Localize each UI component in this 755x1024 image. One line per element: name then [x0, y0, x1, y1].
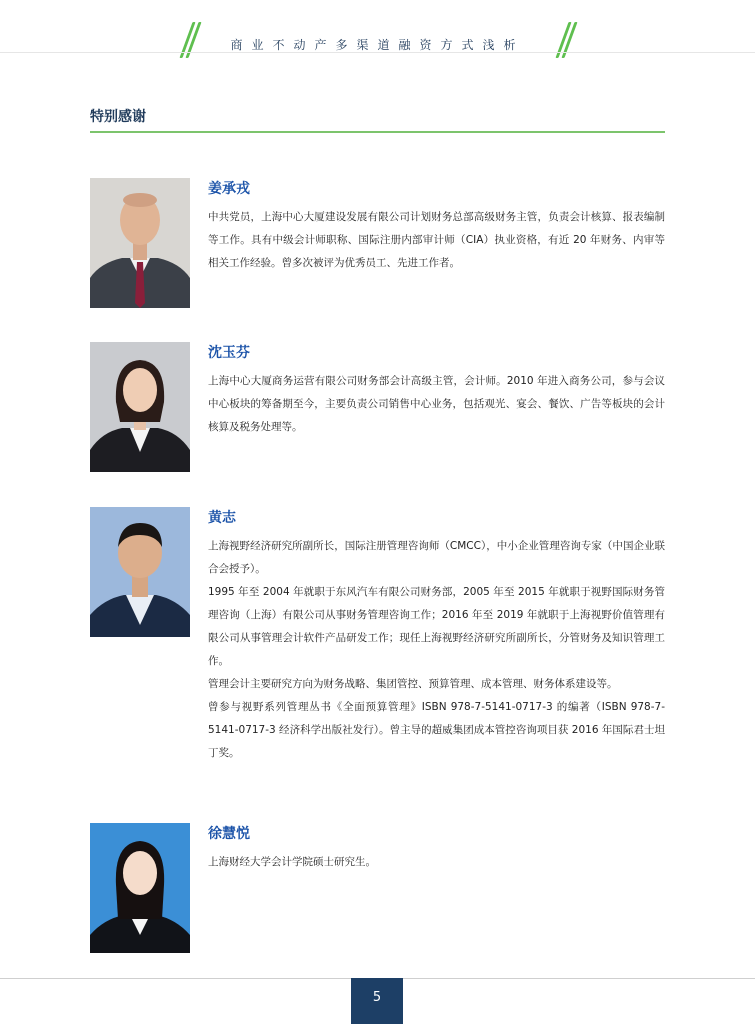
bio-paragraph: 中共党员，上海中心大厦建设发展有限公司计划财务总部高级财务主管，负责会计核算、报表编制等工作。具有中级会计师职称、国际注册内部审计师（CIA）执业资格，有近 20 年财务、内审等相关工作经验。曾多次被评为优秀员工、先进工作者。	[208, 211, 665, 269]
portrait-photo	[90, 823, 190, 953]
portrait-photo	[90, 342, 190, 472]
person-bio	[208, 535, 665, 765]
page-number-box	[351, 978, 403, 1024]
portrait-photo	[90, 507, 190, 637]
person-name: 黄志	[208, 510, 236, 526]
bio-paragraph: 上海中心大厦商务运营有限公司财务部会计高级主管，会计师。2010 年进入商务公司，参与会议中心板块的筹备期至今，主要负责公司销售中心业务，包括观光、宴会、餐饮、广告等板块的会计核算及税务处理等。	[208, 375, 665, 433]
portrait-photo	[90, 178, 190, 308]
person-name: 姜承戎	[208, 181, 250, 197]
header-title: 商业不动产多渠道融资方式浅析	[230, 38, 525, 52]
header-rule	[0, 52, 755, 53]
bio-paragraph: 管理会计主要研究方向为财务战略、集团管控、预算管理、成本管理、财务体系建设等。	[208, 678, 618, 690]
person-bio	[208, 370, 665, 439]
section-divider	[90, 131, 665, 133]
person-name: 沈玉芬	[208, 345, 250, 361]
bio-paragraph: 上海财经大学会计学院硕士研究生。	[208, 856, 376, 868]
bio-paragraph: 1995 年至 2004 年就职于东风汽车有限公司财务部，2005 年至 2015 年就职于视野国际财务管理咨询（上海）有限公司从事财务管理咨询工作；2016 年至 2019 年就职于上海视野价值管理有限公司从事管理会计软件产品研发工作；现任上海视野经济研究所副所长，分管财务及知识管理工作。	[208, 586, 665, 667]
person-name: 徐慧悦	[208, 826, 250, 842]
page-number: 5	[372, 990, 382, 1005]
section-title: 特别感谢	[90, 109, 146, 125]
person-bio	[208, 851, 665, 874]
bio-paragraph: 曾参与视野系列管理丛书《全面预算管理》ISBN 978-7-5141-0717-3 的编著（ISBN 978-7-5141-0717-3 经济科学出版社发行）。曾主导的超威集团成本管控咨询项目获 2016 年国际君士坦丁奖。	[208, 701, 665, 759]
bio-paragraph: 上海视野经济研究所副所长，国际注册管理咨询师（CMCC），中小企业管理咨询专家（中国企业联合会授予）。	[208, 540, 665, 575]
page-header	[0, 0, 755, 60]
person-bio	[208, 206, 665, 275]
